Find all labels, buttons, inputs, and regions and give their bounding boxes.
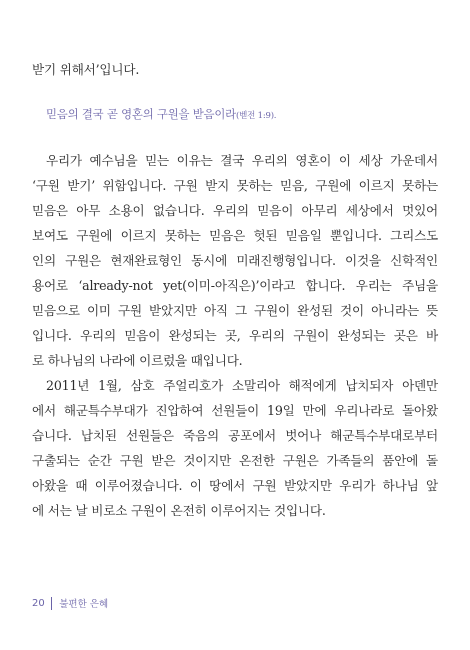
text-line: 습니다. 납치된 선원들은 죽음의 공포에서 벗어나 해군특수부대로부터: [32, 428, 438, 443]
text-line: 에 서는 날 비로소 구원이 온전히 이루어지는 것입니다.: [32, 503, 326, 518]
text-line: 아왔을 때 이루어졌습니다. 이 땅에서 구원 받았지만 우리가 하나님 앞: [32, 478, 438, 493]
text-line: 로 하나님의 나라에 이르렀을 때입니다.: [32, 353, 243, 368]
text-line: 입니다. 우리의 믿음이 완성되는 곳, 우리의 구원이 완성되는 곳은 바: [32, 328, 438, 343]
text-line: 2011년 1월, 삼호 주얼리호가 소말리아 해적에게 납치되자 아덴만: [46, 378, 438, 393]
text-line: 구출되는 순간 구원 받은 것이지만 온전한 구원은 가족들의 품안에 돌: [32, 453, 438, 468]
text-line: 보여도 구원에 이르지 못하는 믿음은 헛된 믿음일 뿐입니다. 그리스도: [32, 228, 438, 243]
text-line: 에서 해군특수부대가 진압하여 선원들이 19일 만에 우리나라로 돌아왔: [32, 403, 438, 418]
text-line: 믿음으로 이미 구원 받았지만 아직 그 구원이 완성된 것이 아니라는 뜻: [32, 303, 438, 318]
text-line: 인의 구원은 현재완료형인 동시에 미래진행형입니다. 이것을 신학적인: [32, 253, 438, 268]
text-line: 믿음은 아무 소용이 없습니다. 우리의 믿음이 아무리 세상에서 멋있어: [32, 203, 438, 218]
scripture-quote: [46, 106, 276, 124]
book-title: 불편한 은혜: [59, 599, 109, 610]
text-line: 우리가 예수님을 믿는 이유는 결국 우리의 영혼이 이 세상 가운데서: [46, 153, 438, 168]
page-number: 20: [32, 597, 45, 609]
text-line: 받기 위해서’입니다.: [32, 62, 140, 77]
footer-divider: [51, 597, 53, 610]
quote-reference: (벧전 1:9).: [235, 111, 277, 121]
quote-text: 믿음의 결국 곧 영혼의 구원을 받음이라: [46, 107, 236, 121]
text-line: ‘구원 받기’ 위함입니다. 구원 받지 못하는 믿음, 구원에 이르지 못하는: [32, 178, 438, 193]
text-line: 용어로 ‘already-not yet(이미-아직은)’이라고 합니다. 우리는 주님을: [32, 278, 438, 293]
page-footer: [32, 596, 108, 610]
